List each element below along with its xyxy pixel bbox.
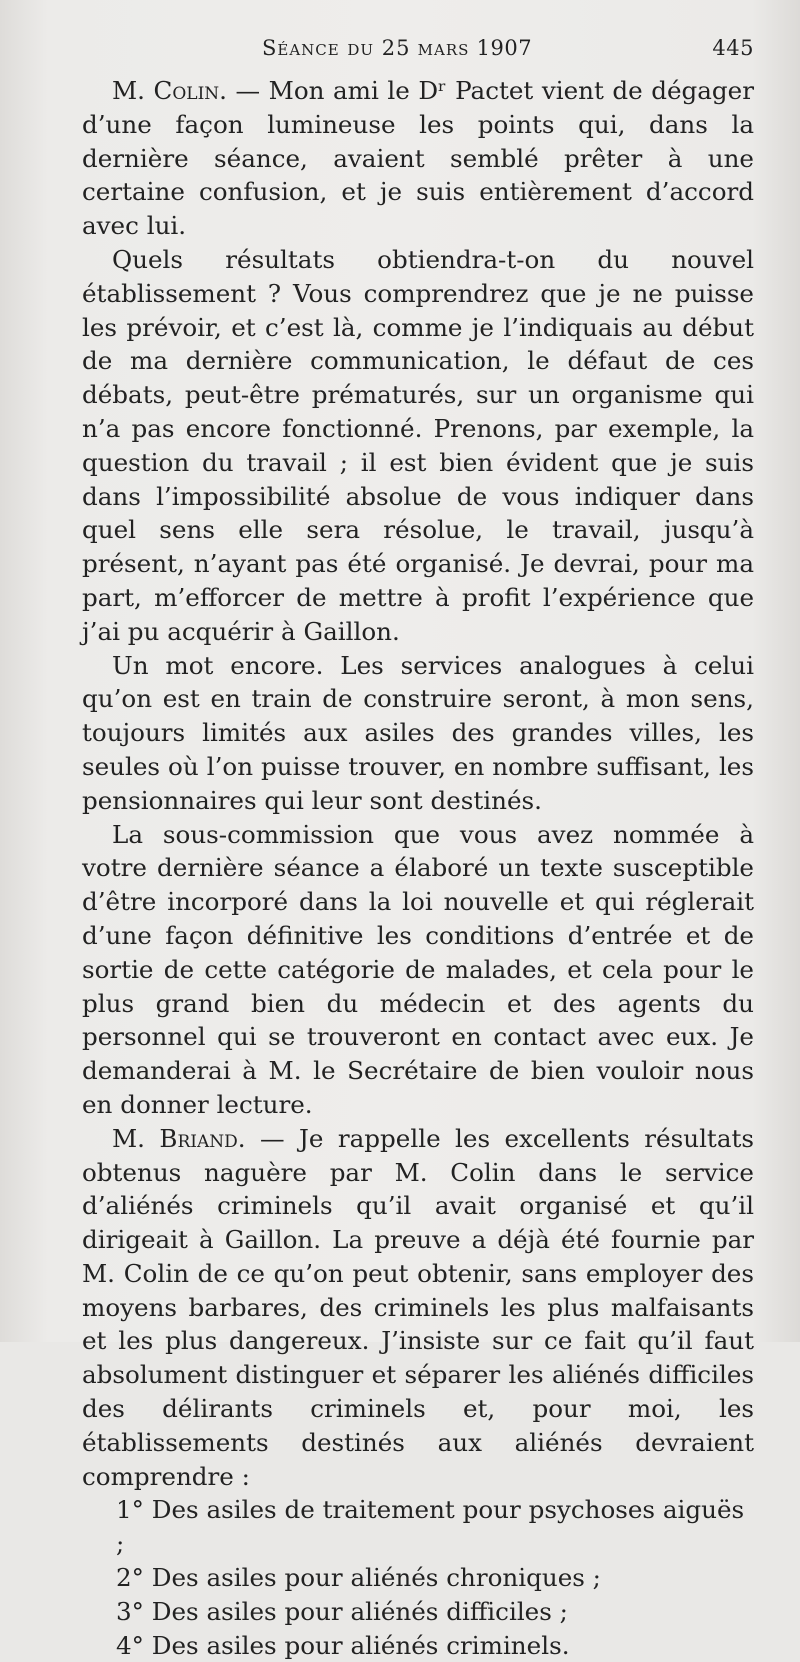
paragraph-text: La sous-commission que vous avez nommée à votre dernière séance a élaboré un texte susceptible d’être incorporé dans la loi nouvelle et qui réglerait d’une façon définitive les conditions d’entrée et de sortie de cette catégorie de malades, et cela pour le plus grand bien du médecin et des agents du personnel qui se trouveront en contact avec eux. Je demanderai à M. le Secrétaire de bien vouloir nous en donner lecture. bbox=[82, 819, 754, 1119]
title-month: mars bbox=[417, 36, 470, 60]
paragraph bbox=[82, 74, 754, 243]
paragraph bbox=[82, 818, 754, 1122]
paragraph bbox=[82, 1122, 754, 1494]
speaker-name: M. Colin. bbox=[112, 76, 227, 105]
list-item: 1° Des asiles de traitement pour psychoses aiguës ; bbox=[116, 1495, 745, 1559]
page-number: 445 bbox=[712, 36, 754, 60]
list-item: 2° Des asiles pour aliénés chroniques ; bbox=[116, 1563, 601, 1593]
paragraph-text: — Mon ami le Dʳ Pactet vient de dégager d’une façon lumineuse les points qui, dans la dernière séance, avaient semblé prêter à une certaine confusion, et je suis entièrement d’accord avec lui. bbox=[82, 76, 754, 241]
list-item: 4° Des asiles pour aliénés criminels. bbox=[116, 1630, 570, 1660]
title-prefix: Séance du 25 bbox=[262, 36, 411, 60]
paragraph-text: Quels résultats obtiendra-t-on du nouvel établissement ? Vous comprendrez que je ne puisse les prévoir, et c’est là, comme je l’indiquais au début de ma dernière communication, le défaut de ces débats, peut-être prématurés, sur un organisme qui n’a pas encore fonctionné. Prenons, par exemple, la question du travail ; il est bien évident que je suis dans l’impossibilité absolue de vous indiquer dans quel sens elle sera résolue, le travail, jusqu’à présent, n’ayant pas été organisé. Je devrai, pour ma part, m’efforcer de mettre à profit l’expérience que j’ai pu acquérir à Gaillon. bbox=[82, 244, 754, 646]
running-header bbox=[82, 30, 754, 74]
paragraph-text: — Je rappelle les excellents résultats obtenus naguère par M. Colin dans le service d’aliénés criminels qu’il avait organisé et qu’il dirigeait à Gaillon. La preuve a déjà été fournie par M. Colin de ce qu’on peut obtenir, sans employer des moyens barbares, des criminels les plus malfaisants et les plus dangereux. J’insiste sur ce fait qu’il faut absolument distinguer et séparer les aliénés difficiles des délirants criminels et, pour moi, les établissements destinés aux aliénés devraient comprendre : bbox=[82, 1123, 754, 1491]
speaker-name: M. Briand. bbox=[112, 1123, 246, 1153]
list-item: 3° Des asiles pour aliénés difficiles ; bbox=[116, 1596, 568, 1626]
body-text bbox=[82, 74, 754, 1662]
running-title bbox=[262, 36, 532, 60]
paragraph-text: Un mot encore. Les services analogues à celui qu’on est en train de construire seront, à mon sens, toujours limités aux asiles des grandes villes, les seules où l’on puisse trouver, en nombre suffisant, les pensionnaires qui leur sont destinés. bbox=[82, 650, 754, 815]
paragraph bbox=[82, 243, 754, 649]
paragraph bbox=[82, 649, 754, 818]
title-year: 1907 bbox=[476, 36, 533, 60]
